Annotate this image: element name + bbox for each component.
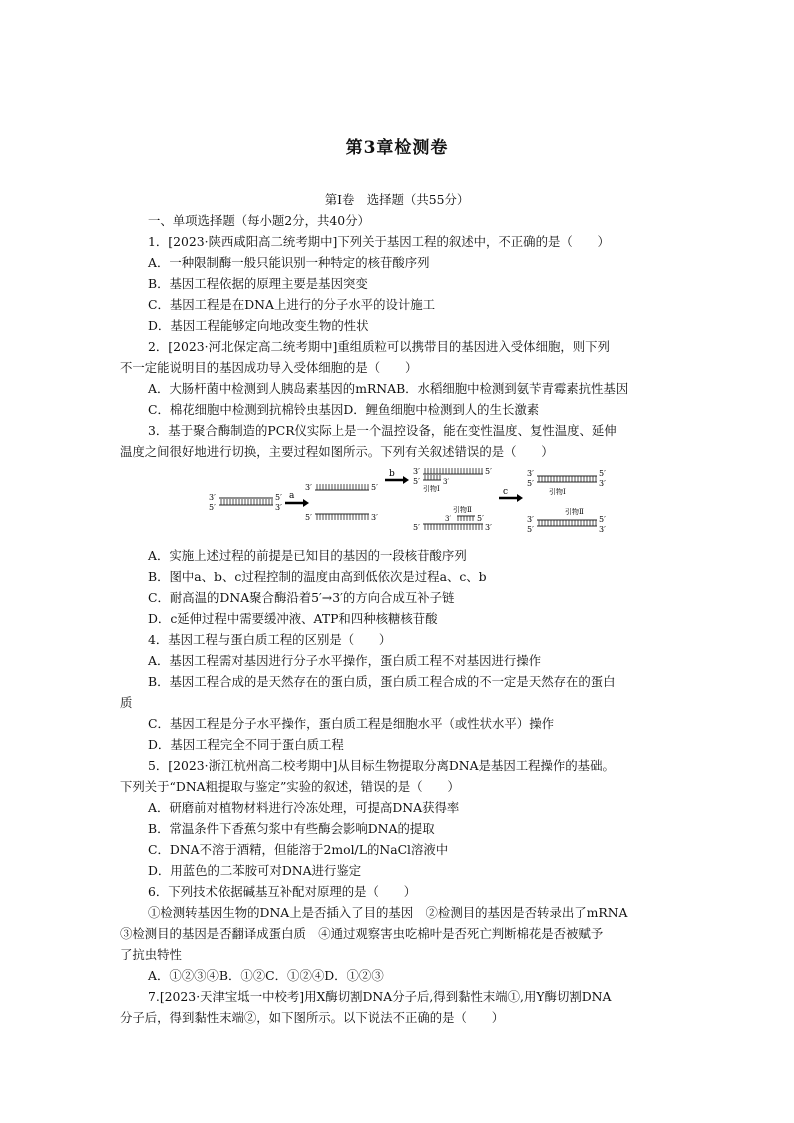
question-3-option-a: A．实施上述过程的前提是已知目的基因的一段核苷酸序列 [148, 548, 467, 563]
question-6-item-line3: 了抗虫特性 [120, 947, 182, 962]
svg-text:5′: 5′ [599, 515, 606, 524]
svg-text:5′: 5′ [413, 477, 420, 486]
svg-text:5′: 5′ [371, 483, 378, 492]
svg-text:3′: 3′ [445, 515, 452, 523]
svg-text:3′: 3′ [305, 483, 312, 492]
strand-end-label: 3′ [209, 493, 216, 502]
question-1-option-a: A．一种限制酶一般只能识别一种特定的核苷酸序列 [148, 255, 430, 270]
arrow-c [499, 487, 523, 502]
svg-text:5′: 5′ [599, 469, 606, 478]
svg-text:c: c [503, 487, 509, 497]
arrow-a [285, 491, 309, 507]
annealed-primers [413, 467, 492, 532]
question-6-options: A．①②③④B．①②C．①②④D．①②③ [148, 968, 384, 983]
question-7-stem-line1: 7.[2023·天津宝坻一中校考]用X酶切割DNA分子后,得到黏性末端①,用Y酶切割DNA [148, 989, 612, 1004]
question-4-option-b-line2: 质 [120, 695, 133, 710]
svg-text:5′: 5′ [485, 467, 492, 476]
question-3-stem-line1: 3．基于聚合酶制造的PCR仪实际上是一个温控设备，能在变性温度、复性温度、延伸 [148, 423, 617, 438]
question-4-option-b-line1: B．基因工程合成的是天然存在的蛋白质，蛋白质工程合成的不一定是天然存在的蛋白 [148, 674, 616, 689]
pcr-diagram [205, 464, 625, 534]
strand-end-label: 5′ [209, 503, 216, 512]
single-strands [305, 483, 378, 522]
svg-text:引物Ⅰ: 引物Ⅰ [549, 488, 566, 496]
question-5-stem-line2: 下列关于“DNA粗提取与鉴定”实验的叙述，错误的是（ ） [120, 779, 460, 794]
question-5-option-d: D．用蓝色的二苯胺可对DNA进行鉴定 [148, 863, 362, 878]
question-5-option-c: C．DNA不溶于酒精，但能溶于2mol/L的NaCl溶液中 [148, 842, 449, 857]
svg-text:引物Ⅱ: 引物Ⅱ [565, 508, 584, 516]
question-1-option-d: D．基因工程能够定向地改变生物的性状 [148, 318, 369, 333]
question-5-option-b: B．常温条件下香蕉匀浆中有些酶会影响DNA的提取 [148, 821, 435, 836]
strand-end-label: 3′ [275, 503, 282, 512]
svg-text:5′: 5′ [527, 479, 534, 488]
section-heading: 一、单项选择题（每小题2分，共40分） [148, 213, 370, 228]
part-heading: 第Ⅰ卷 选择题（共55分） [324, 192, 470, 207]
svg-text:3′: 3′ [527, 469, 534, 478]
question-6-stem: 6．下列技术依据碱基互补配对原理的是（ ） [148, 884, 417, 899]
question-5-stem-line1: 5．[2023·浙江杭州高二校考期中]从目标生物提取分离DNA是基因工程操作的基础。 [148, 758, 615, 773]
svg-text:5′: 5′ [477, 514, 484, 523]
question-4-option-a: A．基因工程需对基因进行分子水平操作，蛋白质工程不对基因进行操作 [148, 653, 542, 668]
question-7-stem-line2: 分子后，得到黏性末端②，如下图所示。以下说法不正确的是（ ） [120, 1010, 505, 1025]
svg-text:3′: 3′ [371, 513, 378, 522]
svg-text:3′: 3′ [413, 467, 420, 476]
question-2-options-ab: A．大肠杆菌中检测到人胰岛素基因的mRNAB．水稻细胞中检测到氨苄青霉素抗性基因 [148, 381, 629, 396]
question-4-stem: 4．基因工程与蛋白质工程的区别是（ ） [148, 632, 392, 647]
svg-text:b: b [389, 469, 395, 479]
primer-1-label: 引物Ⅰ [423, 485, 440, 493]
question-6-item-line2: ③检测目的基因是否翻译成蛋白质 ④通过观察害虫吃棉叶是否死亡判断棉花是否被赋予 [120, 926, 604, 941]
svg-text:3′: 3′ [485, 523, 492, 532]
svg-text:a: a [289, 491, 295, 501]
page-title: 第3章检测卷 [345, 138, 449, 158]
question-1-option-b: B．基因工程依据的原理主要是基因突变 [148, 276, 368, 291]
question-4-option-d: D．基因工程完全不同于蛋白质工程 [148, 737, 344, 752]
svg-text:3′: 3′ [527, 515, 534, 524]
question-3-option-c: C．耐高温的DNA聚合酶沿着5′→3′的方向合成互补子链 [148, 590, 455, 605]
question-1-option-c: C．基因工程是在DNA上进行的分子水平的设计施工 [148, 297, 436, 312]
extended-strands [527, 469, 606, 534]
question-6-item-line1: ①检测转基因生物的DNA上是否插入了目的基因 ②检测目的基因是否转录出了mRNA [148, 905, 628, 920]
strand-end-label: 5′ [275, 493, 282, 502]
question-3-option-b: B．图中a、b、c过程控制的温度由高到低依次是过程a、c、b [148, 569, 487, 584]
question-1-stem: 1．[2023·陕西咸阳高二统考期中]下列关于基因工程的叙述中，不正确的是（ ） [148, 234, 610, 249]
svg-text:3′: 3′ [599, 479, 606, 488]
question-4-option-c: C．基因工程是分子水平操作，蛋白质工程是细胞水平（或性状水平）操作 [148, 716, 554, 731]
question-2-options-cd: C．棉花细胞中检测到抗棉铃虫基因D．鲤鱼细胞中检测到人的生长激素 [148, 402, 540, 417]
arrow-b [385, 469, 409, 484]
svg-text:3′: 3′ [443, 478, 450, 486]
svg-text:5′: 5′ [413, 523, 420, 532]
primer-2-label: 引物Ⅱ [453, 506, 472, 514]
question-3-stem-line2: 温度之间很好地进行切换，主要过程如图所示。下列有关叙述错误的是（ ） [120, 444, 554, 459]
question-2-stem-line1: 2．[2023·河北保定高二统考期中]重组质粒可以携带目的基因进入受体细胞，则下列 [148, 339, 610, 354]
svg-text:5′: 5′ [305, 513, 312, 522]
svg-text:3′: 3′ [599, 525, 606, 534]
question-2-stem-line2: 不一定能说明目的基因成功导入受体细胞的是（ ） [120, 360, 418, 375]
question-3-option-d: D．c延伸过程中需要缓冲液、ATP和四种核糖核苷酸 [148, 611, 438, 626]
double-strand-dna [209, 493, 282, 512]
svg-text:5′: 5′ [527, 525, 534, 534]
question-5-option-a: A．研磨前对植物材料进行冷冻处理，可提高DNA获得率 [148, 800, 460, 815]
